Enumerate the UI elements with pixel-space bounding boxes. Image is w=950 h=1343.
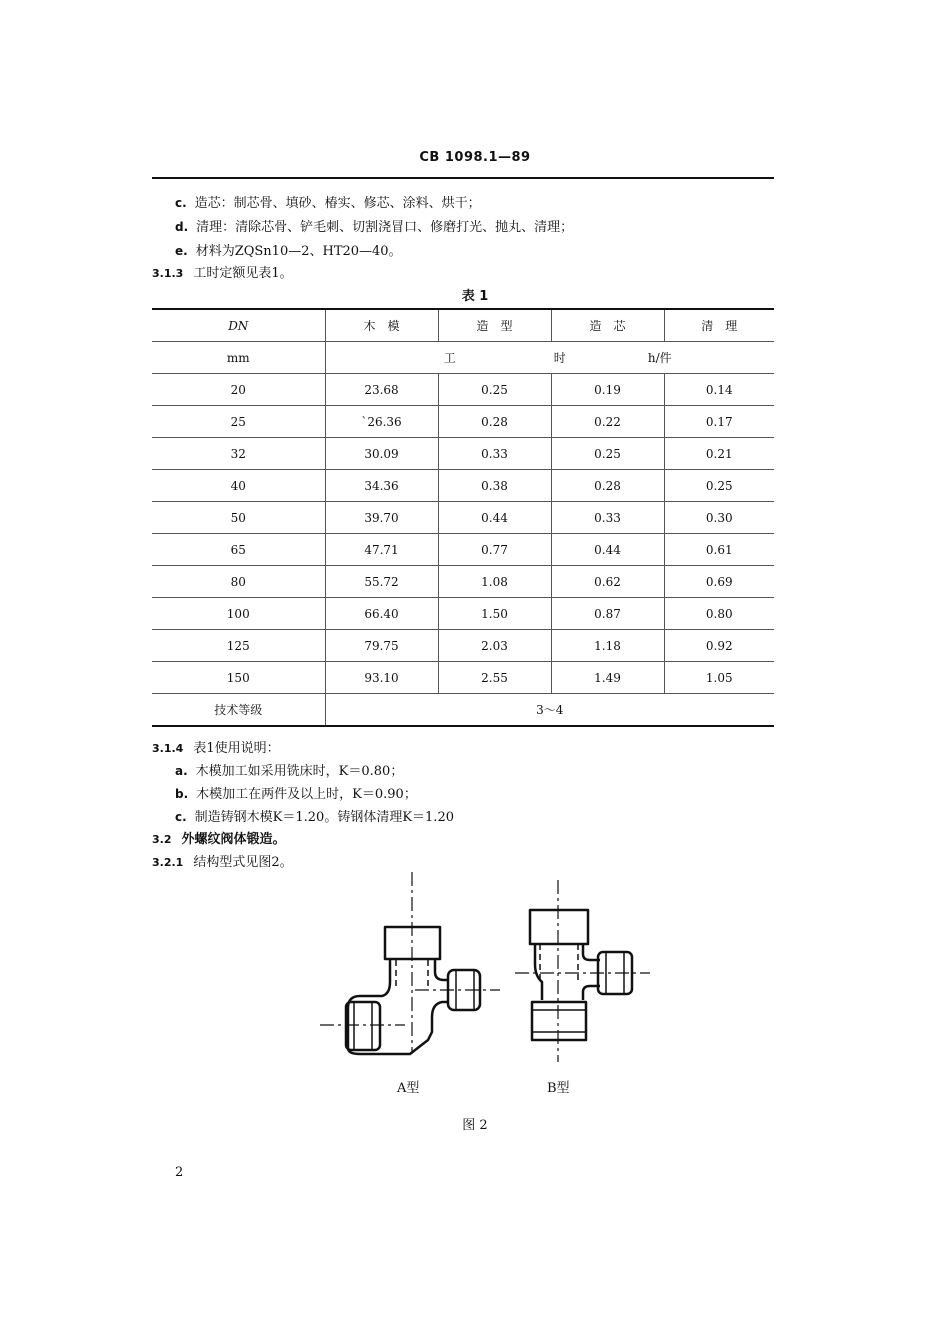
section-3-1-4 (152, 737, 280, 756)
cell-dn: 50 (152, 502, 325, 534)
cell-core-making: 0.87 (551, 598, 664, 630)
list-label: e. (175, 244, 188, 258)
type-b-drawing (515, 880, 650, 1062)
cell-cleaning: 0.30 (664, 502, 774, 534)
section-text: 工时定额见表1。 (193, 266, 293, 281)
section-text: 表1使用说明： (193, 741, 280, 756)
cell-wood-pattern: 66.40 (325, 598, 438, 630)
cell-cleaning: 0.61 (664, 534, 774, 566)
header-core-making: 造 芯 (551, 309, 664, 342)
cell-cleaning: 1.05 (664, 662, 774, 694)
document-header: CB 1098.1—89 (419, 150, 531, 165)
list-item-c (175, 192, 481, 211)
cell-wood-pattern: 55.72 (325, 566, 438, 598)
list-text: 清理：清除芯骨、铲毛刺、切割浇冒口、修磨打光、抛丸、清理； (196, 220, 574, 235)
header-work-hours (325, 342, 774, 374)
header-rule (152, 177, 774, 179)
page-number: 2 (175, 1165, 184, 1180)
cell-core-making: 0.44 (551, 534, 664, 566)
cell-molding: 0.28 (438, 406, 551, 438)
table-row (152, 598, 774, 630)
figure-label-a: A型 (397, 1081, 420, 1096)
table-unit-row (152, 342, 774, 374)
cell-cleaning: 0.92 (664, 630, 774, 662)
table-row (152, 374, 774, 406)
cell-wood-pattern: 39.70 (325, 502, 438, 534)
cell-dn: 80 (152, 566, 325, 598)
work-hour-table (152, 308, 774, 727)
table-row (152, 406, 774, 438)
note-text: 制造铸钢木模K＝1.20。铸钢体清理K＝1.20 (194, 810, 454, 825)
cell-dn: 125 (152, 630, 325, 662)
cell-molding: 0.38 (438, 470, 551, 502)
cell-molding: 2.03 (438, 630, 551, 662)
cell-cleaning: 0.17 (664, 406, 774, 438)
table-row (152, 534, 774, 566)
cell-wood-pattern: 79.75 (325, 630, 438, 662)
cell-wood-pattern: 47.71 (325, 534, 438, 566)
cell-dn: 32 (152, 438, 325, 470)
cell-molding: 1.50 (438, 598, 551, 630)
table-header-row (152, 309, 774, 342)
header-dn: DN (152, 309, 325, 342)
list-text: 材料为ZQSn10—2、HT20—40。 (195, 244, 402, 259)
note-item-a (175, 760, 403, 779)
table-row (152, 438, 774, 470)
cell-cleaning: 0.21 (664, 438, 774, 470)
cell-molding: 2.55 (438, 662, 551, 694)
table-row (152, 470, 774, 502)
table-caption: 表 1 (461, 289, 489, 304)
section-3-2 (152, 828, 286, 847)
cell-dn: 65 (152, 534, 325, 566)
note-label: c. (175, 810, 187, 824)
cell-wood-pattern: 34.36 (325, 470, 438, 502)
table-row (152, 566, 774, 598)
table-grade-row (152, 694, 774, 727)
note-label: b. (175, 787, 189, 801)
table-row (152, 662, 774, 694)
header-wood-pattern: 木 模 (325, 309, 438, 342)
cell-wood-pattern: 30.09 (325, 438, 438, 470)
cell-molding: 0.33 (438, 438, 551, 470)
note-label: a. (175, 764, 188, 778)
header-cleaning: 清 理 (664, 309, 774, 342)
cell-dn: 40 (152, 470, 325, 502)
section-3-1-3 (152, 262, 293, 281)
cell-molding: 0.77 (438, 534, 551, 566)
cell-cleaning: 0.14 (664, 374, 774, 406)
table-row (152, 502, 774, 534)
cell-molding: 1.08 (438, 566, 551, 598)
note-text: 木模加工如采用铣床时，K＝0.80； (195, 764, 404, 779)
cell-molding: 0.25 (438, 374, 551, 406)
section-number: 3.2 (152, 833, 172, 846)
cell-core-making: 1.18 (551, 630, 664, 662)
section-text: 外螺纹阀体锻造。 (181, 832, 286, 847)
cell-core-making: 0.22 (551, 406, 664, 438)
figure-label-b: B型 (547, 1081, 570, 1096)
list-label: c. (175, 196, 187, 210)
list-item-e (175, 240, 402, 259)
subheader-time: 时 (553, 351, 566, 365)
cell-dn: 20 (152, 374, 325, 406)
cell-dn: 25 (152, 406, 325, 438)
cell-cleaning: 0.25 (664, 470, 774, 502)
grade-label: 技术等级 (214, 703, 263, 717)
list-item-d (175, 216, 573, 235)
list-text: 造芯：制芯骨、填砂、椿实、修芯、涂料、烘干； (194, 196, 481, 211)
cell-core-making: 0.62 (551, 566, 664, 598)
header-unit: mm (152, 342, 325, 374)
cell-wood-pattern: 93.10 (325, 662, 438, 694)
cell-core-making: 0.28 (551, 470, 664, 502)
section-number: 3.1.3 (152, 267, 184, 280)
section-text: 结构型式见图2。 (193, 855, 293, 870)
cell-core-making: 1.49 (551, 662, 664, 694)
subheader-work: 工 (443, 351, 456, 365)
figure-caption: 图 2 (462, 1118, 488, 1133)
cell-wood-pattern: `26.36 (325, 406, 438, 438)
grade-value: 3～4 (325, 694, 774, 727)
valve-body-figure (320, 872, 660, 1082)
section-3-2-1 (152, 851, 293, 870)
note-item-b (175, 783, 417, 802)
list-label: d. (175, 220, 189, 234)
cell-core-making: 0.19 (551, 374, 664, 406)
cell-dn: 100 (152, 598, 325, 630)
cell-core-making: 0.25 (551, 438, 664, 470)
type-a-drawing (320, 872, 500, 1054)
cell-wood-pattern: 23.68 (325, 374, 438, 406)
cell-cleaning: 0.69 (664, 566, 774, 598)
cell-core-making: 0.33 (551, 502, 664, 534)
subheader-unit: h/件 (647, 351, 672, 365)
note-item-c (175, 806, 454, 825)
header-molding: 造 型 (438, 309, 551, 342)
table-row (152, 630, 774, 662)
cell-dn: 150 (152, 662, 325, 694)
cell-molding: 0.44 (438, 502, 551, 534)
section-number: 3.2.1 (152, 856, 184, 869)
section-number: 3.1.4 (152, 742, 184, 755)
note-text: 木模加工在两件及以上时，K＝0.90； (196, 787, 417, 802)
cell-cleaning: 0.80 (664, 598, 774, 630)
